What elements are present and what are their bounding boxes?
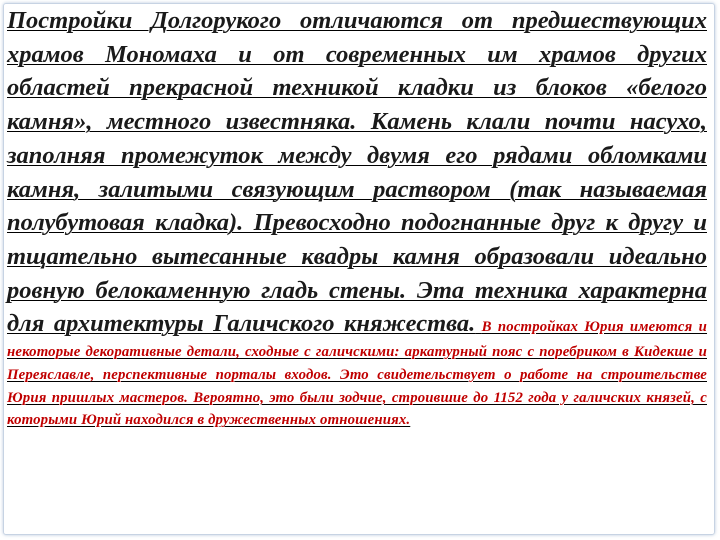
main-paragraph: Постройки Долгорукого отличаются от предшествующих храмов Мономаха и от современных им храмов других областей прекрасной техникой кладки из блоков «белого камня», местного известняка. Камень клали почти насухо, заполняя промежуток между двумя его рядами обломками камня, залитыми связующим раствором (так называемая полубутовая кладка). Превосходно подогнанные друг к другу и тщательно вытесанные квадры камня образовали идеально ровную белокаменную гладь стены. Эта техника характерна для архитектуры Галичского княжества. [7, 7, 707, 338]
red-note-paragraph: В постройках Юрия имеются и некоторые декоративные детали, сходные с галичскими: аркатурный пояс с поребриком в Кидекше и Переяславле, перспективные порталы входов. Это свидетельствует о работе на строительстве Юрия пришлых мастеров. Вероятно, это были зодчие, строившие до 1152 года у галичских князей, с которыми Юрий находился в дружественных отношениях. [7, 319, 708, 429]
slide-text-block [7, 4, 707, 432]
